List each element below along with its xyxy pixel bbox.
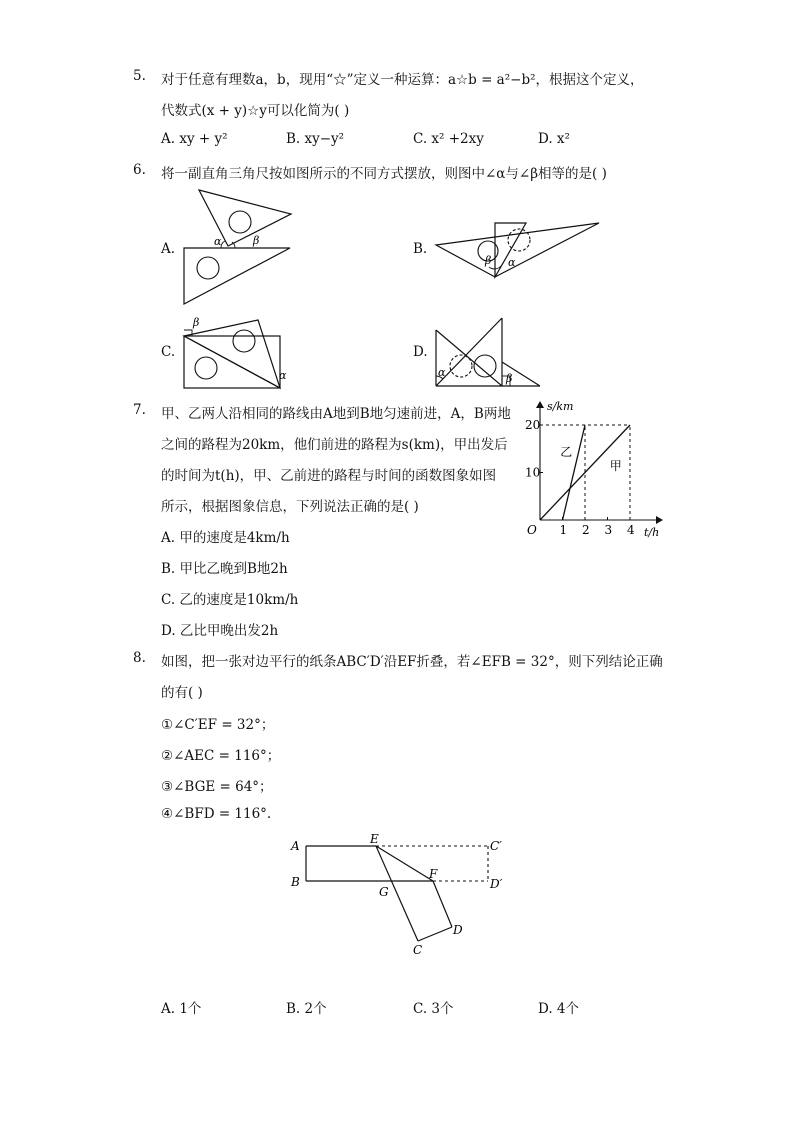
- q8-item-1: ①∠C′EF = 32°；: [161, 717, 275, 733]
- angle-alpha-label: α: [279, 369, 287, 382]
- q5-number: 5.: [133, 68, 146, 84]
- q7-stem-line4: 所示，根据图象信息，下列说法正确的是( ): [161, 499, 419, 515]
- q8-option-b[interactable]: B. 2个: [286, 1001, 327, 1017]
- q6-number: 6.: [133, 162, 146, 178]
- y-tick-label: 10: [525, 465, 541, 480]
- q7-stem-line3: 的时间为t(h)，甲、乙前进的路程与时间的函数图象如图: [161, 468, 497, 484]
- point-label-A: A: [291, 839, 300, 853]
- q8-number: 8.: [133, 650, 146, 666]
- point-label-F: F: [429, 867, 438, 881]
- y-axis-label: s/km: [547, 400, 574, 413]
- segment-FD: [433, 881, 452, 927]
- q6-option-a-label[interactable]: A.: [161, 241, 176, 257]
- q6-figure-a: [180, 188, 295, 308]
- point-label-E: E: [370, 832, 379, 846]
- y-tick-label: 20: [525, 418, 541, 432]
- hole-left: [450, 355, 472, 377]
- q7-stem-line1: 甲、乙两人沿相同的路线由A地到B地匀速前进，A，B两地: [161, 406, 511, 422]
- q8-option-c[interactable]: C. 3个: [413, 1001, 454, 1017]
- segment-EF: [376, 846, 433, 881]
- x-tick-label: 3: [604, 523, 613, 537]
- q5-option-b[interactable]: B. xy−y²: [286, 131, 345, 147]
- series-label-1: 乙: [560, 444, 573, 459]
- point-label-G: G: [379, 885, 389, 899]
- hole-upper: [229, 211, 251, 233]
- q6-option-d-label[interactable]: D.: [413, 344, 428, 360]
- q5-stem-line1: 对于任意有理数a，b，现用“☆”定义一种运算：a☆b = a²−b²，根据这个定义，: [161, 72, 644, 88]
- q7-option-a[interactable]: A. 甲的速度是4km/h: [161, 530, 290, 546]
- q7-number: 7.: [133, 402, 146, 418]
- q8-item-3: ③∠BGE = 64°；: [161, 779, 273, 795]
- q6-figure-d: [432, 314, 544, 390]
- q8-option-d[interactable]: D. 4个: [538, 1001, 580, 1017]
- q7-option-b[interactable]: B. 甲比乙晚到B地2h: [161, 561, 288, 577]
- q8-option-a[interactable]: A. 1个: [161, 1001, 202, 1017]
- x-axis-label: t/h: [644, 526, 660, 539]
- triangle-tilted: [184, 320, 280, 388]
- q8-stem-line1: 如图，把一张对边平行的纸条ABC′D′沿EF折叠，若∠EFB = 32°，则下列结论正确: [161, 654, 663, 670]
- q8-stem-line2: 的有( ): [161, 685, 203, 701]
- angle-beta-label: β: [193, 316, 200, 329]
- angle-alpha-label: α: [438, 366, 446, 379]
- hole-right: [474, 355, 496, 377]
- point-label-D-prime: D′: [490, 877, 503, 891]
- angle-beta-label: β: [506, 372, 513, 385]
- q5-option-d[interactable]: D. x²: [538, 131, 570, 147]
- q5-stem-line2: 代数式(x + y)☆y可以化简为( ): [161, 103, 350, 119]
- triangle-long: [436, 223, 599, 277]
- q8-folded-strip-figure: [285, 830, 525, 960]
- q7-option-d[interactable]: D. 乙比甲晚出发2h: [161, 623, 279, 639]
- angle-beta-label: β: [485, 254, 492, 267]
- x-tick-label: 1: [559, 523, 568, 537]
- angle-beta-label: β: [253, 234, 260, 247]
- angle-alpha-label: α: [508, 256, 516, 269]
- angle-alpha-label: α: [214, 235, 222, 248]
- hole-upright: [508, 229, 530, 251]
- q6-figure-c: [180, 312, 295, 392]
- y-axis-arrow: [536, 401, 544, 408]
- q6-stem: 将一副直角三角尺按如图所示的不同方式摆放，则图中∠α与∠β相等的是( ): [161, 166, 607, 182]
- q6-option-b-label[interactable]: B.: [413, 241, 428, 257]
- q5-option-a[interactable]: A. xy + y²: [161, 131, 228, 147]
- q7-stem-line2: 之间的路程为20km，他们前进的路程为s(km)，甲出发后: [161, 437, 508, 453]
- series-line-1: [563, 425, 586, 520]
- triangle-upper: [199, 190, 291, 246]
- point-label-C-prime: C′: [490, 839, 502, 853]
- point-label-B: B: [291, 875, 300, 889]
- x-axis-arrow: [656, 516, 663, 524]
- q6-option-c-label[interactable]: C.: [161, 344, 176, 360]
- q8-item-2: ②∠AEC = 116°；: [161, 748, 281, 764]
- q6-figure-b: [432, 215, 604, 285]
- hole-upper: [233, 330, 255, 352]
- q7-distance-time-chart: [520, 398, 665, 543]
- q8-item-4: ④∠BFD = 116°.: [161, 806, 272, 822]
- x-tick-label: 4: [627, 523, 635, 537]
- hole-lower: [195, 357, 217, 379]
- q5-option-c[interactable]: C. x² +2xy: [413, 131, 484, 147]
- q7-option-c[interactable]: C. 乙的速度是10km/h: [161, 592, 299, 608]
- point-label-C: C: [413, 943, 423, 957]
- x-tick-label: 2: [582, 523, 590, 537]
- segment-CD: [418, 927, 452, 941]
- point-label-D: D: [453, 923, 463, 937]
- series-label-0: 甲: [609, 459, 622, 474]
- hole-lower: [197, 257, 219, 279]
- origin-label: O: [527, 523, 537, 537]
